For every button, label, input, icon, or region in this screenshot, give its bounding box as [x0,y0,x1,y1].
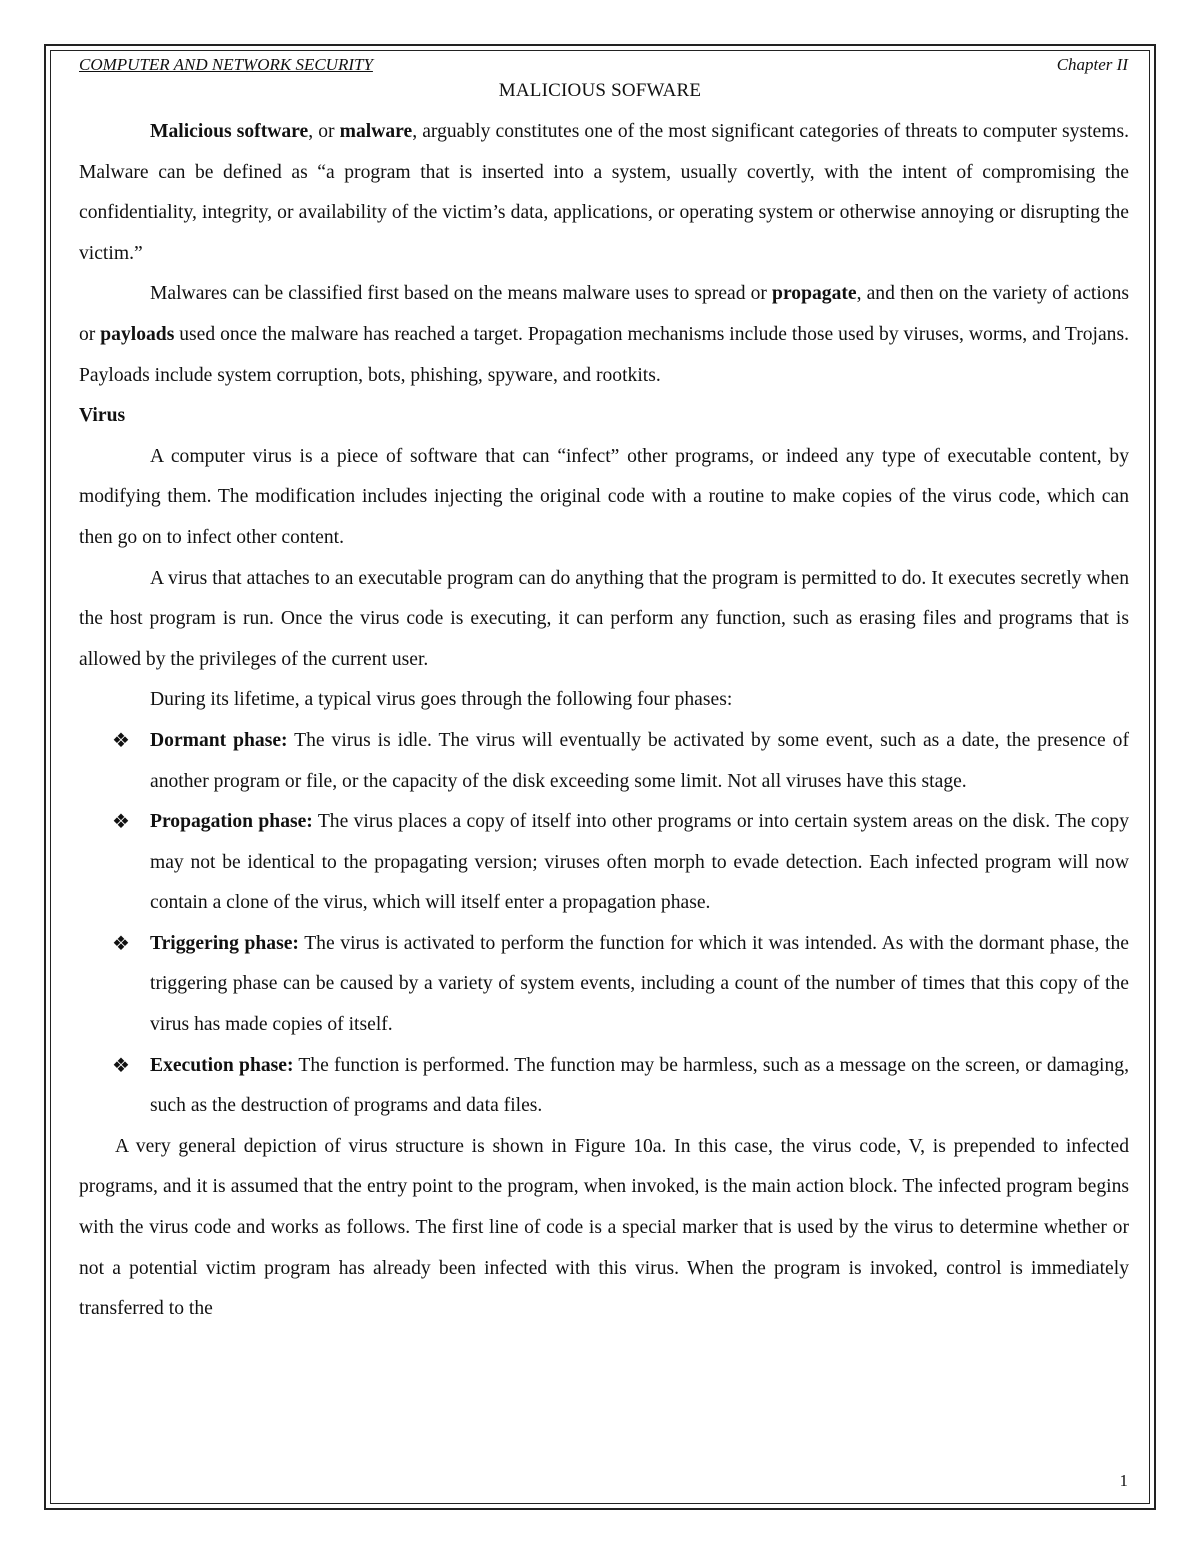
page-number: 1 [1119,1471,1128,1490]
term-malware: malware [339,121,413,142]
virus-paragraph: During its lifetime, a typical virus goes through the following four phases: [150,689,733,711]
phase-item-dormant [79,721,1129,802]
phase-name: Triggering phase: [150,932,299,954]
section-heading-virus: Virus [79,405,126,427]
intro-paragraph: Malicious software, or malware, arguably constitutes one of the most significant categories of threats to computer systems. Malware can be defined as “a program that is inserted into a system, usually covertly, with the intent of compromising the confidentiality, integrity, or availability of the victim’s data, applications, or operating system or otherwise annoying or disrupting the victim.” [79,121,1129,264]
phase-item-execution [79,1046,1129,1127]
virus-paragraph: A virus that attaches to an executable program can do anything that the program is permitted to do. It executes secretly when the host program is run. Once the virus code is executing, it can perform any function, such as erasing files and programs that is allowed by the privileges of the current user. [79,567,1129,670]
diamond-bullet-icon: ❖ [112,932,130,955]
phase-item-triggering [79,924,1129,1046]
document-body [79,112,1129,1330]
phase-item-propagation [79,802,1129,924]
phase-text: The virus is activated to perform the function for which it was intended. As with the dormant phase, the triggering phase can be caused by a variety of system events, including a count of the number of times that this copy of the virus has made copies of itself. [150,932,1129,1036]
term-propagate: propagate [772,283,857,305]
diamond-bullet-icon: ❖ [112,1054,130,1077]
virus-paragraph: A computer virus is a piece of software that can “infect” other programs, or indeed any type of executable content, by modifying them. The modification includes injecting the original code with a routine to make copies of the virus code, which can then go on to infect other content. [79,445,1129,548]
phase-name: Execution phase: [150,1054,294,1076]
phase-list [79,721,1129,1127]
term-malicious-software: Malicious software [150,121,309,142]
phase-name: Propagation phase: [150,811,313,833]
classification-paragraph: Malwares can be classified first based on the means malware uses to spread or propagate, and then on the variety of actions or payloads used once the malware has reached a target. Propagation mechanisms include those used by viruses, worms, and Trojans. Payloads include system corruption, bots, phishing, spyware, and rootkits. [79,283,1129,386]
structure-paragraph: A very general depiction of virus structure is shown in Figure 10a. In this case, the virus code, V, is prepended to infected programs, and it is assumed that the entry point to the program, when invoked, is the main action block. The infected program begins with the virus code and works as follows. The first line of code is a special marker that is used by the virus to determine whether or not a potential victim program has already been infected with this virus. When the program is invoked, control is immediately transferred to the [79,1135,1129,1320]
running-header-chapter: Chapter II [1056,55,1128,74]
page-title: MALICIOUS SOFWARE [498,80,702,101]
diamond-bullet-icon: ❖ [112,729,130,752]
phase-text: The function is performed. The function may be harmless, such as a message on the screen, or damaging, such as the destruction of programs and data files. [150,1054,1129,1117]
diamond-bullet-icon: ❖ [112,811,130,834]
phase-name: Dormant phase: [150,729,288,751]
phase-text: The virus is idle. The virus will eventually be activated by some event, such as a date, the presence of another program or file, or the capacity of the disk exceeding some limit. Not all viruses have this stage. [150,729,1129,792]
term-payloads: payloads [100,323,175,345]
running-header-title: COMPUTER AND NETWORK SECURITY [79,55,373,74]
phase-text: The virus places a copy of itself into other programs or into certain system areas on the disk. The copy may not be identical to the propagating version; viruses often morph to evade detection. Each infected program will now contain a clone of the virus, which will itself enter a propagation phase. [150,811,1129,914]
